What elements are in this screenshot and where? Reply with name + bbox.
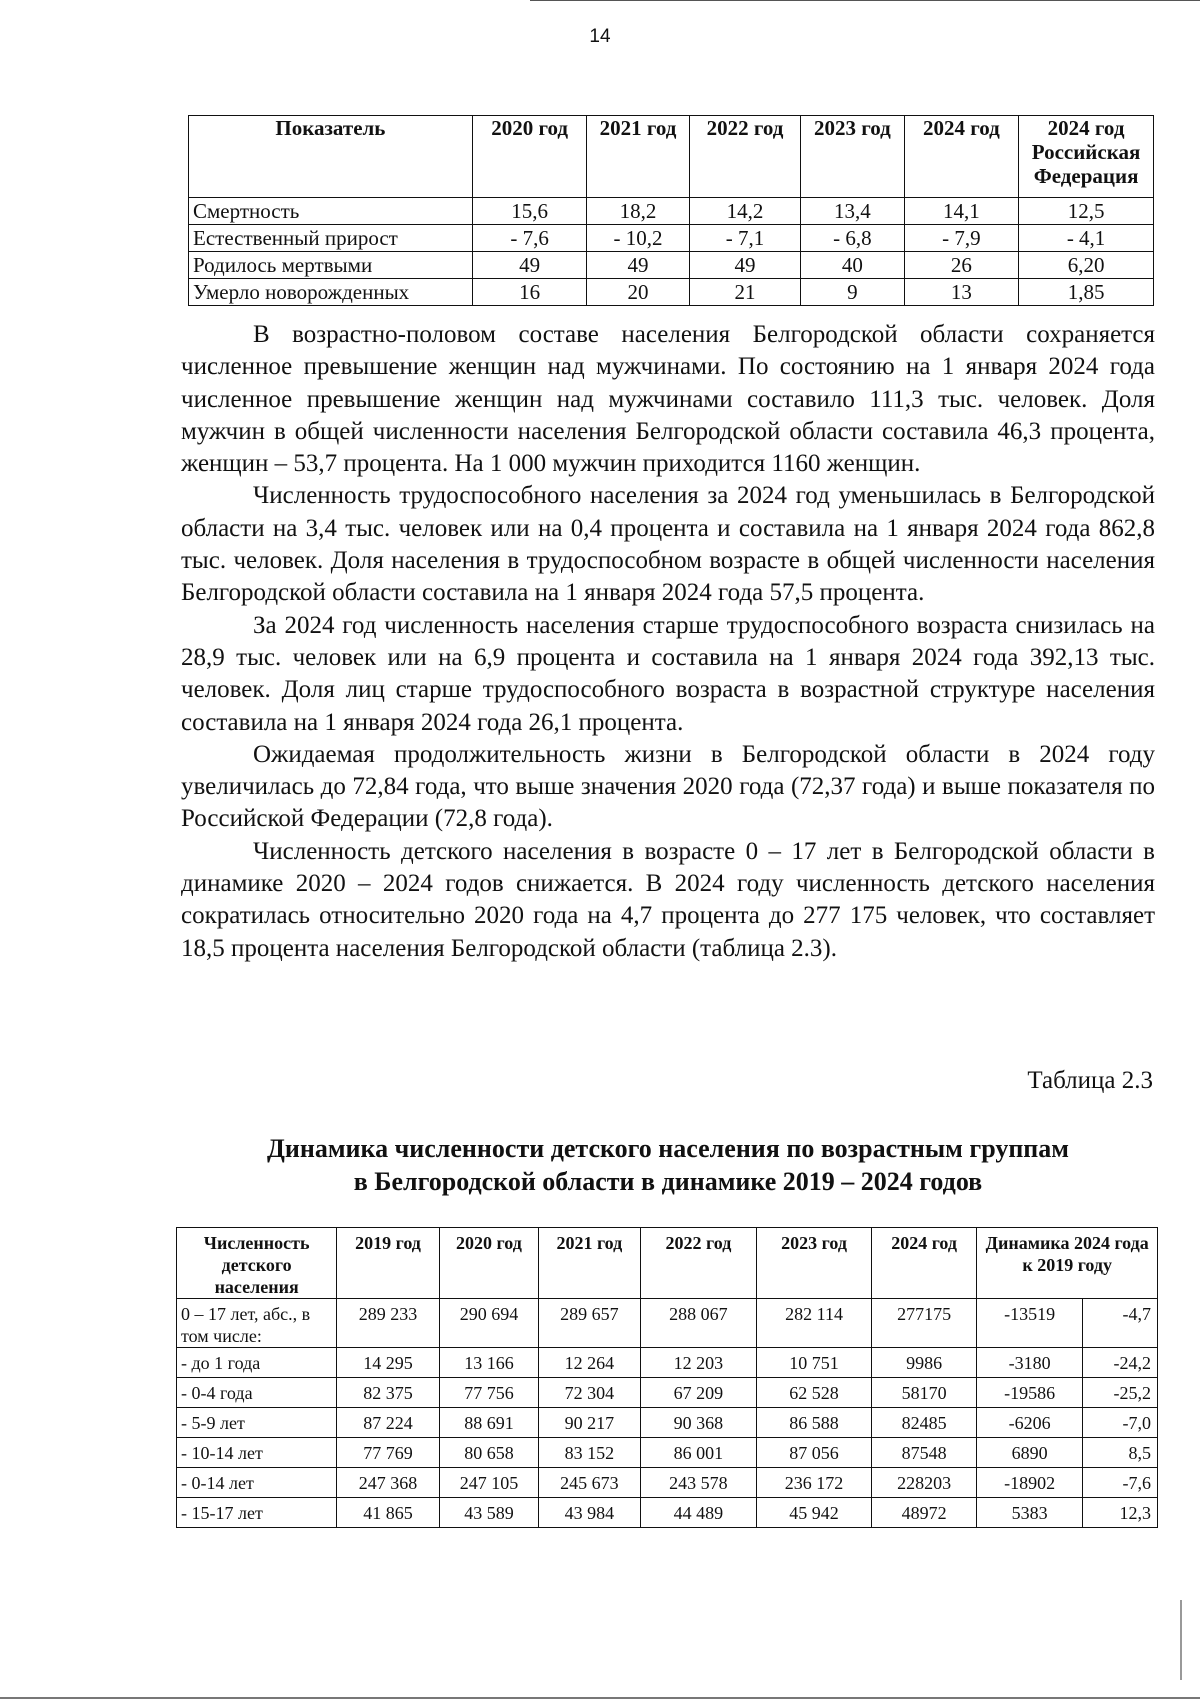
cell: 45 942 [757,1498,872,1528]
cell: 282 114 [757,1299,872,1348]
cell: 82 375 [337,1378,439,1408]
header-2024: 2024 год [871,1228,977,1299]
cell: 15,6 [472,198,587,225]
cell: 1,85 [1019,279,1154,306]
table-row [177,1408,1158,1438]
cell: 14,1 [904,198,1019,225]
cell: -18902 [977,1468,1083,1498]
paragraph: За 2024 год численность населения старше трудоспособного возраста снизилась на 28,9 тыс. человек или на 6,9 процента и составила на 1 января 2024 года 392,13 тыс. человек. Доля лиц старше трудоспособного возраста в возрастной структуре населения составила на 1 января 2024 года 26,1 процента. [181,611,1155,736]
cell: 41 865 [337,1498,439,1528]
cell: 58170 [871,1378,977,1408]
table-title-line: в Белгородской области в динамике 2019 – 2024 годов [353,1167,983,1196]
cell: 9986 [871,1348,977,1378]
cell: 67 209 [640,1378,757,1408]
paragraph: В возрастно-половом составе населения Белгородской области сохраняется численное превышение женщин над мужчинами. По состоянию на 1 января 2024 года численное превышение женщин над мужчинами составило 111,3 тыс. человек. Доля мужчин в общей численности населения Белгородской области составила 46,3 процента, женщин – 53,7 процента. На 1 000 мужчин приходится 1160 женщин. [181,321,1155,478]
row-label: Умерло новорожденных [189,279,473,306]
header-dynamics: Динамика 2024 года к 2019 году [977,1228,1158,1299]
cell: 12,3 [1082,1498,1157,1528]
cell: 12 264 [539,1348,640,1378]
paragraph: Численность детского населения в возрасте 0 – 17 лет в Белгородской области в динамике 2020 – 2024 годов снижается. В 2024 году численность детского населения сократилась относительно 2020 года на 4,7 процента до 277 175 человек, что составляет 18,5 процента населения Белгородской области (таблица 2.3). [181,837,1155,962]
cell: 13 [904,279,1019,306]
paragraph: Ожидаемая продолжительность жизни в Белгородской области в 2024 году увеличилась до 72,84 года, что выше значения 2020 года (72,37 года) и выше показателя по Российской Федерации (72,8 года). [181,740,1155,833]
cell: - 6,8 [801,225,904,252]
cell: 6,20 [1019,252,1154,279]
cell: 49 [587,252,689,279]
scan-edge-line [1180,1600,1182,1680]
cell: -19586 [977,1378,1083,1408]
row-label: Родилось мертвыми [189,252,473,279]
scan-edge-line [0,1697,1200,1699]
header-2023: 2023 год [757,1228,872,1299]
table-row [177,1348,1158,1378]
cell: 247 105 [439,1468,538,1498]
header-2019: 2019 год [337,1228,439,1299]
cell: 8,5 [1082,1438,1157,1468]
table-title [181,1132,1155,1198]
row-label: - 0-14 лет [177,1468,337,1498]
header-child-population: Численность детского населения [177,1228,337,1299]
cell: 12,5 [1019,198,1154,225]
header-2022: 2022 год [689,116,801,198]
row-label: Естественный прирост [189,225,473,252]
cell: 277175 [871,1299,977,1348]
header-2024-rf: 2024 год Российская Федерация [1019,116,1154,198]
cell: 289 233 [337,1299,439,1348]
cell: -7,0 [1082,1408,1157,1438]
cell: -6206 [977,1408,1083,1438]
cell: 49 [689,252,801,279]
cell: 20 [587,279,689,306]
row-label: - 5-9 лет [177,1408,337,1438]
cell: 49 [472,252,587,279]
table-row [189,225,1154,252]
cell: -7,6 [1082,1468,1157,1498]
paragraph: Численность трудоспособного населения за 2024 год уменьшилась в Белгородской области на 3,4 тыс. человек или на 0,4 процента и составила на 1 января 2024 года 862,8 тыс. человек. Доля населения в трудоспособном возрасте в общей численности населения Белгородской области составила на 1 января 2024 года 57,5 процента. [181,482,1155,607]
cell: -4,7 [1082,1299,1157,1348]
cell: 88 691 [439,1408,538,1438]
cell: 236 172 [757,1468,872,1498]
cell: 90 368 [640,1408,757,1438]
table-row [177,1498,1158,1528]
row-label: - 10-14 лет [177,1438,337,1468]
table-row [189,198,1154,225]
cell: 9 [801,279,904,306]
header-indicator: Показатель [189,116,473,198]
cell: 289 657 [539,1299,640,1348]
cell: 44 489 [640,1498,757,1528]
cell: 87548 [871,1438,977,1468]
row-label: - до 1 года [177,1348,337,1378]
cell: 80 658 [439,1438,538,1468]
cell: 83 152 [539,1438,640,1468]
cell: 90 217 [539,1408,640,1438]
cell: - 10,2 [587,225,689,252]
table-row [189,279,1154,306]
table-title-line: Динамика численности детского населения по возрастным группам [267,1134,1069,1163]
cell: 72 304 [539,1378,640,1408]
header-2022: 2022 год [640,1228,757,1299]
cell: -3180 [977,1348,1083,1378]
cell: 86 588 [757,1408,872,1438]
mortality-table [188,115,1154,306]
header-2020: 2020 год [439,1228,538,1299]
cell: -25,2 [1082,1378,1157,1408]
cell: 290 694 [439,1299,538,1348]
row-label: - 15-17 лет [177,1498,337,1528]
table-row [177,1299,1158,1348]
header-2020: 2020 год [472,116,587,198]
table-header-row [177,1228,1158,1299]
row-label: Смертность [189,198,473,225]
table-row [177,1438,1158,1468]
cell: 62 528 [757,1378,872,1408]
cell: 10 751 [757,1348,872,1378]
cell: 48972 [871,1498,977,1528]
cell: -13519 [977,1299,1083,1348]
cell: 87 224 [337,1408,439,1438]
cell: 13,4 [801,198,904,225]
table-header-row [189,116,1154,198]
cell: 228203 [871,1468,977,1498]
cell: 21 [689,279,801,306]
cell: 13 166 [439,1348,538,1378]
cell: 14,2 [689,198,801,225]
cell: 247 368 [337,1468,439,1498]
cell: - 7,6 [472,225,587,252]
table-label: Таблица 2.3 [1027,1067,1153,1094]
cell: 40 [801,252,904,279]
cell: 43 984 [539,1498,640,1528]
cell: 288 067 [640,1299,757,1348]
table-row [177,1378,1158,1408]
cell: 43 589 [439,1498,538,1528]
cell: 77 769 [337,1438,439,1468]
header-2021: 2021 год [587,116,689,198]
row-label: - 0-4 года [177,1378,337,1408]
cell: - 7,1 [689,225,801,252]
row-label: 0 – 17 лет, абс., в том числе: [177,1299,337,1348]
cell: 243 578 [640,1468,757,1498]
cell: -24,2 [1082,1348,1157,1378]
body-text [181,319,1155,965]
cell: 18,2 [587,198,689,225]
cell: 245 673 [539,1468,640,1498]
header-2023: 2023 год [801,116,904,198]
child-population-table [176,1227,1158,1528]
cell: 12 203 [640,1348,757,1378]
cell: 6890 [977,1438,1083,1468]
cell: 5383 [977,1498,1083,1528]
cell: - 7,9 [904,225,1019,252]
scan-edge-line [530,0,1200,1]
page-number: 14 [589,26,611,47]
header-2024: 2024 год [904,116,1019,198]
table-row [177,1468,1158,1498]
cell: 16 [472,279,587,306]
cell: - 4,1 [1019,225,1154,252]
cell: 86 001 [640,1438,757,1468]
cell: 14 295 [337,1348,439,1378]
cell: 87 056 [757,1438,872,1468]
cell: 26 [904,252,1019,279]
cell: 82485 [871,1408,977,1438]
cell: 77 756 [439,1378,538,1408]
header-2021: 2021 год [539,1228,640,1299]
table-row [189,252,1154,279]
